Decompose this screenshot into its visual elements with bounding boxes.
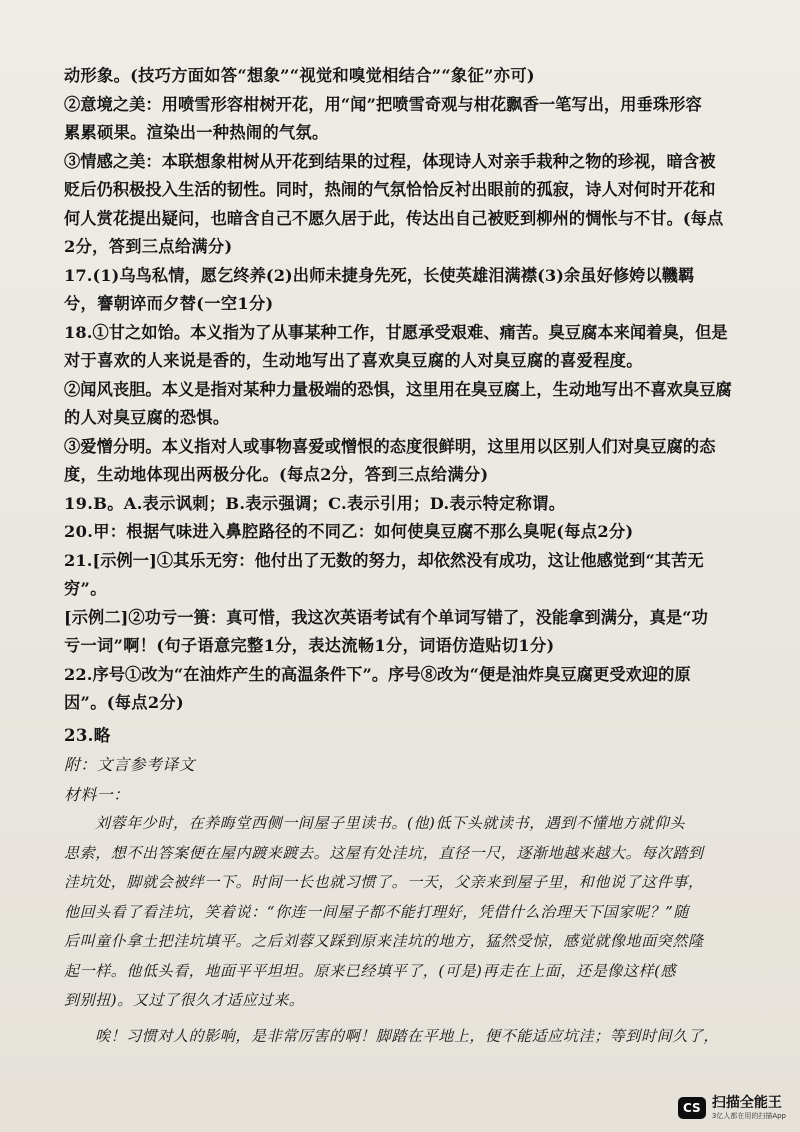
material-heading: 材料一： (64, 784, 130, 804)
translation-line: 他回头看了看洼坑，笑着说：“你连一间屋子都不能打理好，凭借什么治理天下国家呢？”随 (64, 902, 689, 921)
watermark-text (712, 1096, 786, 1120)
camscanner-logo-icon: CS (678, 1097, 706, 1119)
translation-line: 唉！习惯对人的影响，是非常厉害的啊！脚踏在平地上，便不能适应坑洼；等到时间久了， (95, 1026, 720, 1045)
answer-line-q19: 19.B。A.表示讽刺；B.表示强调；C.表示引用；D.表示特定称谓。 (64, 493, 566, 513)
answer-line: 的人对臭豆腐的恐惧。 (64, 408, 230, 427)
answer-line: 兮，謇朝谇而夕替(一空1分) (64, 294, 274, 313)
answer-line-q23: 23.略 (64, 725, 111, 745)
translation-line: 后叫童仆拿土把洼坑填平。之后刘蓉又踩到原来洼坑的地方，猛然受惊，感觉就像地面突然隆 (64, 932, 704, 950)
answer-line: [示例二]②功亏一篑：真可惜，我这次英语考试有个单词写错了，没能拿到满分，真是“功 (64, 607, 708, 627)
answer-line: ②闻风丧胆。本义是指对某种力量极端的恐惧，这里用在臭豆腐上，生动地写出不喜欢臭豆腐 (64, 379, 732, 399)
answer-line: 2分，答到三点给满分) (64, 237, 233, 256)
translation-line: 到别扭)。又过了很久才适应过来。 (64, 991, 305, 1009)
translation-line: 思索，想不出答案便在屋内踱来踱去。这屋有处洼坑，直径一尺，逐渐地越来越大。每次踏到 (64, 843, 704, 862)
watermark-title: 扫描全能王 (711, 1095, 782, 1111)
answer-line: 何人赏花提出疑问，也暗含自己不愿久居于此，传达出自己被贬到柳州的惆怅与不甘。(每点 (64, 208, 724, 228)
answer-key-body (64, 62, 740, 1051)
answer-line: 因”。(每点2分) (64, 693, 184, 712)
answer-line-q17: 17.(1)乌鸟私情，愿乞终养(2)出师未捷身先死，长使英雄泪满襟(3)余虽好修姱以鞿羁 (64, 265, 695, 285)
answer-line: 累累硕果。渲染出一种热闹的气氛。 (64, 123, 329, 142)
answer-line: ③情感之美：本联想象柑树从开花到结果的过程，体现诗人对亲手栽种之物的珍视，暗含被 (64, 151, 716, 171)
translation-line: 刘蓉年少时，在养晦堂西侧一间屋子里读书。(他)低下头就读书，遇到不懂地方就仰头 (95, 814, 686, 832)
answer-line: 动形象。(技巧方面如答“想象”“视觉和嗅觉相结合”“象征”亦可) (64, 66, 535, 85)
answer-line: 穷”。 (64, 579, 107, 598)
answer-line: ③爱憎分明。本义指对人或事物喜爱或憎恨的态度很鲜明，这里用以区别人们对臭豆腐的态 (64, 436, 716, 456)
appendix-heading: 附：文言参考译文 (64, 755, 196, 774)
answer-line: 对于喜欢的人来说是香的，生动地写出了喜欢臭豆腐的人对臭豆腐的喜爱程度。 (64, 351, 643, 370)
answer-line: 度，生动地体现出两极分化。(每点2分，答到三点给满分) (64, 465, 489, 484)
answer-line-q18: 18.①甘之如饴。本义指为了从事某种工作，甘愿承受艰难、痛苦。臭豆腐本来闻着臭，但是 (64, 322, 728, 342)
answer-line: ②意境之美：用喷雪形容柑树开花，用“闻”把喷雪奇观与柑花飘香一笔写出，用垂珠形容 (64, 94, 702, 114)
answer-line: 亏一词”啊！(句子语意完整1分，表达流畅1分，词语仿造贴切1分) (64, 636, 555, 655)
answer-line-q20: 20.甲：根据气味进入鼻腔路径的不同乙：如何使臭豆腐不那么臭呢(每点2分) (64, 522, 634, 541)
translation-line: 起一样。他低头看，地面平平坦坦。原来已经填平了，(可是)再走在上面，还是像这样(感 (64, 961, 677, 980)
watermark-subtitle: 3亿人都在用的扫描App (711, 1112, 786, 1120)
translation-line: 洼坑处，脚就会被绊一下。时间一长也就习惯了。一天，父亲来到屋子里，和他说了这件事， (64, 873, 704, 891)
answer-line-q22: 22.序号①改为“在油炸产生的高温条件下”。序号⑧改为“便是油炸臭豆腐更受欢迎的原 (64, 664, 691, 684)
answer-line-q21: 21.[示例一]①其乐无穷：他付出了无数的努力，却依然没有成功，这让他感觉到“其苦无 (64, 550, 704, 570)
scanner-watermark (678, 1096, 786, 1120)
answer-line: 贬后仍积极投入生活的韧性。同时，热闹的气氛恰恰反衬出眼前的孤寂，诗人对何时开花和 (64, 180, 716, 199)
